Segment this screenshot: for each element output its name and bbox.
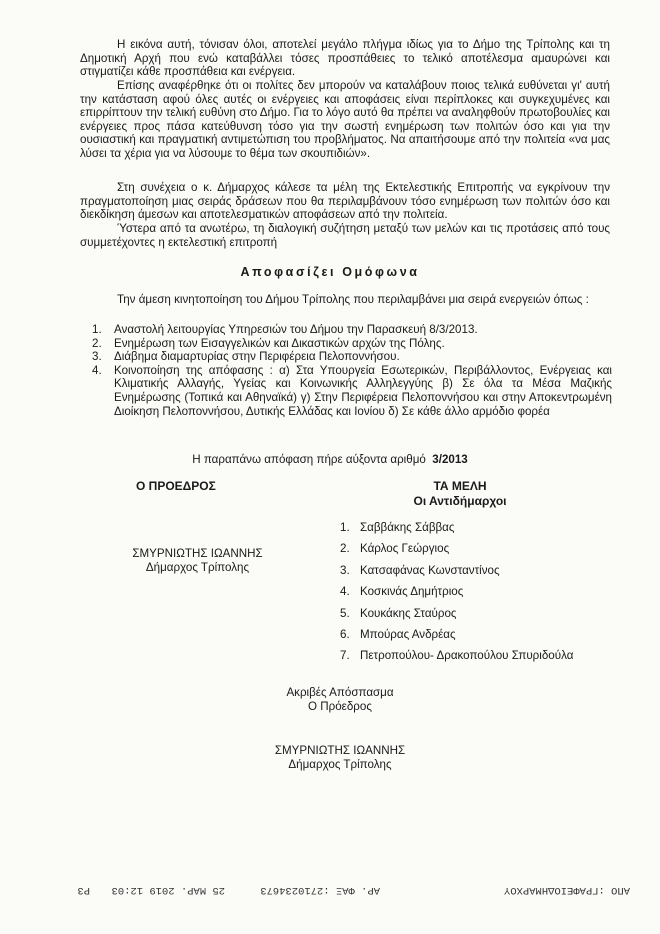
list-number: 4. [92, 363, 102, 377]
paragraph-committee: Ύστερα από τα ανωτέρω, τη διαλογική συζήτηση μεταξύ των μελών και τις προτάσεις από τους συμμετέχοντες η εκτελεστική επιτροπή [80, 222, 610, 249]
member-number: 3. [340, 563, 350, 577]
list-item [340, 564, 573, 585]
paragraph-citizens: Επίσης αναφέρθηκε ότι οι πολίτες δεν μπορούν να καταλάβουν ποιος τελικά ευθύνεται γι' αυτή την κατάσταση αφού όλες αυτές οι ενέργειες και αποφάσεις είναι περίπλοκες και συγκεχυμένες και επιρρίπτουν την τελική ευθύνη στο Δήμο. Για το λόγο αυτό θα πρέπει να αναληφθούν πρωτοβουλίες και ενέργειες προς πάσα κατεύθυνση τόσο για την σωστή ενημέρωση των πολιτών όσο και για την ουσιαστική και πραγματική αντιμετώπιση του προβλήματος. Να απαιτήσουμε από την πολιτεία «να μας λύσει τα χέρια για να λύσουμε το θέμα των σκουπιδιών». [80, 79, 610, 160]
mayor-name: ΣΜΥΡΝΙΩΤΗΣ ΙΩΑΝΝΗΣ [274, 744, 406, 757]
member-name: Κοσκινάς Δημήτριος [360, 585, 464, 599]
member-number: 6. [340, 627, 350, 641]
mayor-name: ΣΜΥΡΝΙΩΤΗΣ ΙΩΑΝΝΗΣ [132, 547, 263, 560]
list-item [340, 585, 573, 606]
member-name: Πετροπούλου- Δρακοπούλου Σπυριδούλα [360, 649, 574, 663]
member-name: Κατσαφάνας Κωνσταντίνος [360, 563, 500, 577]
fax-from: ΑΠΟ :ΓΡΑΦΕΙΟΔΗΜΑΡΧΟΥ [503, 884, 630, 896]
members-title: ΤΑ ΜΕΛΗ [433, 479, 487, 493]
certified-signer: Ο Πρόεδρος [308, 700, 372, 713]
list-item [340, 542, 573, 563]
member-number: 5. [340, 606, 350, 620]
list-item [340, 628, 573, 649]
member-name: Κουκάκης Σταύρος [360, 606, 457, 620]
decision-heading: Αποφασίζει Ομόφωνα [240, 265, 420, 279]
member-number: 1. [340, 521, 350, 534]
list-item [92, 337, 612, 351]
fax-datetime: 25 ΜΑΡ. 2019 12:03 [111, 884, 225, 896]
members-heading [400, 479, 520, 509]
list-number: 2. [92, 336, 102, 350]
fax-number: ΑΡ. ΦΑΞ :2710234673 [260, 884, 380, 896]
list-text: Διάβημα διαμαρτυρίας στην Περιφέρεια Πελοποννήσου. [114, 350, 400, 364]
certified-line: Ακριβές Απόσπασμα [286, 686, 394, 699]
president-signature [100, 547, 295, 575]
list-item [340, 607, 573, 628]
member-number: 7. [340, 649, 350, 663]
paragraph-impact: Η εικόνα αυτή, τόνισαν όλοι, αποτελεί μεγάλο πλήγμα ιδίως για το Δήμο της Τρίπολης και τη Δημοτική Αρχή που ενώ καταβάλλει τόσες προσπάθειες το τελικό αποτέλεσμα αμαυρώνει και στιγματίζει κάθε προσπάθεια και ενέργεια. [80, 38, 610, 79]
actions-list [92, 323, 612, 418]
fax-page: Ρ3 [77, 884, 90, 896]
members-subtitle: Οι Αντιδήμαρχοι [413, 494, 507, 508]
president-title: Ο ΠΡΟΕΔΡΟΣ [136, 479, 216, 493]
list-item [92, 364, 612, 418]
list-text: Αναστολή λειτουργίας Υπηρεσιών του Δήμου την Παρασκευή 8/3/2013. [114, 323, 478, 336]
list-number: 1. [92, 323, 102, 336]
certified-copy [240, 686, 440, 714]
list-item [340, 521, 573, 542]
members-list [340, 521, 573, 671]
member-name: Κάρλος Γεώργιος [360, 542, 450, 556]
decision-number: 3/2013 [432, 453, 468, 466]
paragraph-intro: Την άμεση κινητοποίηση του Δήμου Τρίπολης που περιλαμβάνει μια σειρά ενεργειών όπως : [117, 293, 589, 306]
fax-header-footer [70, 880, 630, 896]
list-number: 3. [92, 350, 102, 364]
list-item [92, 323, 612, 337]
decision-number-line [0, 453, 660, 466]
mayor-role: Δήμαρχος Τρίπολης [288, 758, 392, 771]
member-number: 2. [340, 542, 350, 556]
mayor-role: Δήμαρχος Τρίπολης [145, 561, 250, 574]
member-number: 4. [340, 585, 350, 599]
paragraph-mayor-call: Στη συνέχεια ο κ. Δήμαρχος κάλεσε τα μέλη της Εκτελεστικής Επιτροπής να εγκρίνουν την πραγματοποίηση μιας σειράς δράσεων που θα περιλαμβάνουν τόσο ενημέρωση των πολιτών όσο και διεκδίκηση άμεσων και αποτελεσματικών αποφάσεων από την πολιτεία. [80, 181, 610, 222]
final-signature [240, 744, 440, 772]
list-item [340, 649, 573, 670]
member-name: Σαββάκης Σάββας [360, 521, 455, 534]
list-text: Ενημέρωση των Εισαγγελικών και Δικαστικών αρχών της Πόλης. [114, 336, 445, 350]
member-name: Μπούρας Ανδρέας [360, 627, 456, 641]
list-item [92, 350, 612, 364]
decision-text: Η παραπάνω απόφαση πήρε αύξοντα αριθμό [192, 453, 426, 466]
list-text: Κοινοποίηση της απόφασης : α) Στα Υπουργεία Εσωτερικών, Περιβάλλοντος, Ενέργειας και Κλιματικής Αλλαγής, Υγείας και Κοινωνικής Αλληλεγγύης β) Σε όλα τα Μέσα Μαζικής Ενημέρωσης (Τοπικά και Αθηναϊκά) γ) Στην Περιφέρεια Πελοποννήσου και στην Αποκεντρωμένη Διοίκηση Πελοποννήσου, Δυτικής Ελλάδας και Ιονίου δ) Σε κάθε άλλο αρμόδιο φορέα [114, 363, 612, 418]
